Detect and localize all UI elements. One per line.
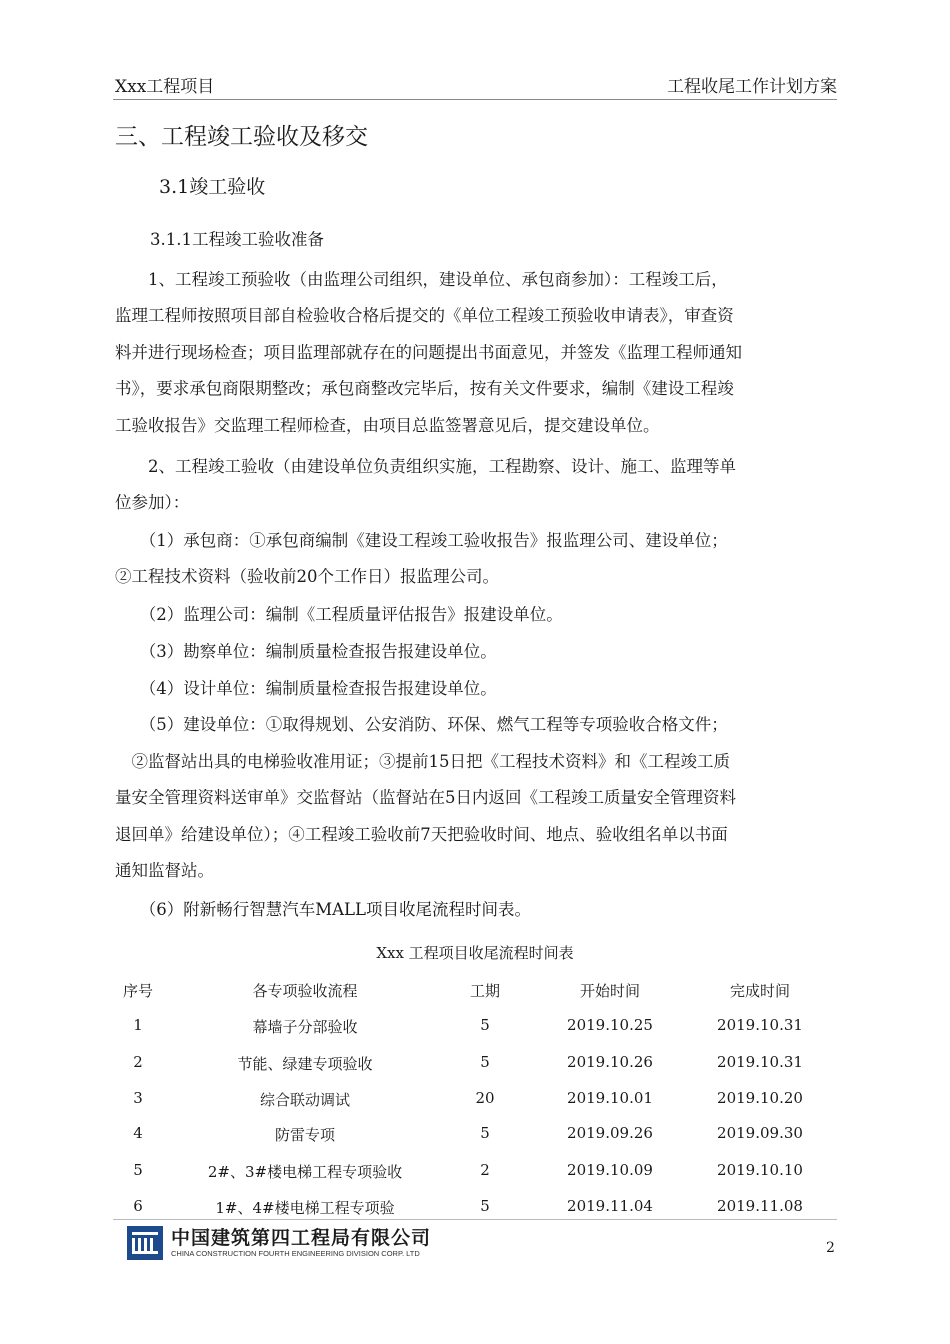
paragraph-line: （1）承包商：①承包商编制《建设工程竣工验收报告》报监理公司、建设单位； [115,531,728,550]
table-cell: 2019.10.20 [717,1089,803,1107]
table-header-cell: 开始时间 [579,982,640,1000]
section-heading: 三、工程竣工验收及移交 [115,124,368,150]
paragraph-line: 监理工程师按照项目部自检验收合格后提交的《单位工程竣工预验收申请表》，审查资 [115,306,734,326]
paragraph-line: （5）建设单位：①取得规划、公安消防、环保、燃气工程等专项验收合格文件； [115,715,728,734]
table-cell: 2019.11.04 [567,1197,653,1215]
logo-chinese-name: 中国建筑第四工程局有限公司 [171,1227,432,1249]
paragraph-line: （3）勘察单位：编制质量检查报告报建设单位。 [115,642,497,661]
table-cell: 防雷专项 [274,1126,335,1144]
table-cell: 2 [480,1161,490,1179]
table-cell: 综合联动调试 [259,1091,350,1109]
table-cell: 2019.10.09 [567,1161,653,1179]
paragraph-line: 位参加）： [115,493,190,513]
paragraph-line: 量安全管理资料送审单》交监督站（监督站在5日内返回《工程竣工质量安全管理资料 [115,788,736,808]
subsubsection-heading: 3.1.1工程竣工验收准备 [150,230,324,249]
page-number: 2 [826,1240,835,1256]
paragraph-line: 工验收报告》交监理工程师检查，由项目总监签署意见后，提交建设单位。 [115,415,660,435]
table-cell: 2019.09.26 [567,1124,653,1142]
paragraph-line: 料并进行现场检查；项目监理部就存在的问题提出书面意见，并签发《监理工程师通知 [115,342,742,362]
table-cell: 1#、4#楼电梯工程专项验 [215,1199,395,1217]
table-cell: 2019.10.10 [717,1161,803,1179]
table-title: Xxx 工程项目收尾流程时间表 [376,944,574,962]
table-cell: 4 [133,1124,143,1142]
paragraph-line: 退回单》给建设单位）；④工程竣工验收前7天把验收时间、地点、验收组名单以书面 [115,824,728,844]
table-header-cell: 完成时间 [729,982,790,1000]
table-cell: 2 [133,1053,143,1071]
paragraph-item-2 [115,597,830,633]
cscec-logo-icon [127,1226,163,1260]
logo-english-name: CHINA CONSTRUCTION FOURTH ENGINEERING DIVISION CORP. LTD [171,1249,420,1258]
table-header-cell: 工期 [469,982,500,1000]
paragraph-item-5-continued [115,744,830,890]
footer-divider [113,1219,837,1220]
paragraph-item-6 [115,892,830,928]
table-cell: 幕墙子分部验收 [252,1018,358,1036]
header-left-title: Xxx工程项目 [115,77,215,97]
table-cell: 2019.09.30 [717,1124,803,1142]
table-cell: 3 [133,1089,143,1107]
company-logo [127,1222,437,1264]
header-divider [113,99,837,100]
table-cell: 1 [133,1016,143,1034]
table-cell: 20 [475,1089,495,1107]
table-cell: 2019.10.25 [567,1016,653,1034]
header-right-title: 工程收尾工作计划方案 [667,77,837,97]
paragraph-line: （6）附新畅行智慧汽车MALL项目收尾流程时间表。 [115,900,531,919]
table-cell: 2019.11.08 [717,1197,803,1215]
paragraph-line: 2、工程竣工验收（由建设单位负责组织实施，工程勘察、设计、施工、监理等单 [115,457,736,476]
table-header-cell: 序号 [122,982,153,1000]
table-cell: 5 [480,1016,490,1034]
paragraph-item-5 [115,707,830,743]
paragraph-item-1 [115,523,830,596]
table-cell: 6 [133,1197,143,1215]
table-cell: 节能、绿建专项验收 [237,1055,373,1073]
table-cell: 2019.10.31 [717,1016,803,1034]
paragraph-preacceptance [115,262,830,444]
table-cell: 2#、3#楼电梯工程专项验收 [207,1163,403,1181]
table-cell: 5 [133,1161,143,1179]
paragraph-line: 书》，要求承包商限期整改；承包商整改完毕后，按有关文件要求，编制《建设工程竣 [115,379,734,399]
paragraph-acceptance [115,449,830,522]
paragraph-line: （4）设计单位：编制质量检查报告报建设单位。 [115,679,497,698]
paragraph-line: 通知监督站。 [115,861,214,881]
table-cell: 2019.10.01 [567,1089,653,1107]
paragraph-line: ②工程技术资料（验收前20个工作日）报监理公司。 [115,567,499,587]
table-cell: 2019.10.31 [717,1053,803,1071]
table-header-cell: 各专项验收流程 [252,982,358,1000]
table-cell: 5 [480,1124,490,1142]
table-cell: 2019.10.26 [567,1053,653,1071]
paragraph-item-4 [115,671,830,707]
table-cell: 5 [480,1197,490,1215]
table-cell: 5 [480,1053,490,1071]
subsection-heading: 3.1竣工验收 [159,176,266,198]
paragraph-line: 1、工程竣工预验收（由监理公司组织，建设单位、承包商参加）：工程竣工后， [115,270,728,289]
paragraph-line: ②监督站出具的电梯验收准用证；③提前15日把《工程技术资料》和《工程竣工质 [115,752,730,771]
paragraph-line: （2）监理公司：编制《工程质量评估报告》报建设单位。 [115,605,563,624]
paragraph-item-3 [115,634,830,670]
